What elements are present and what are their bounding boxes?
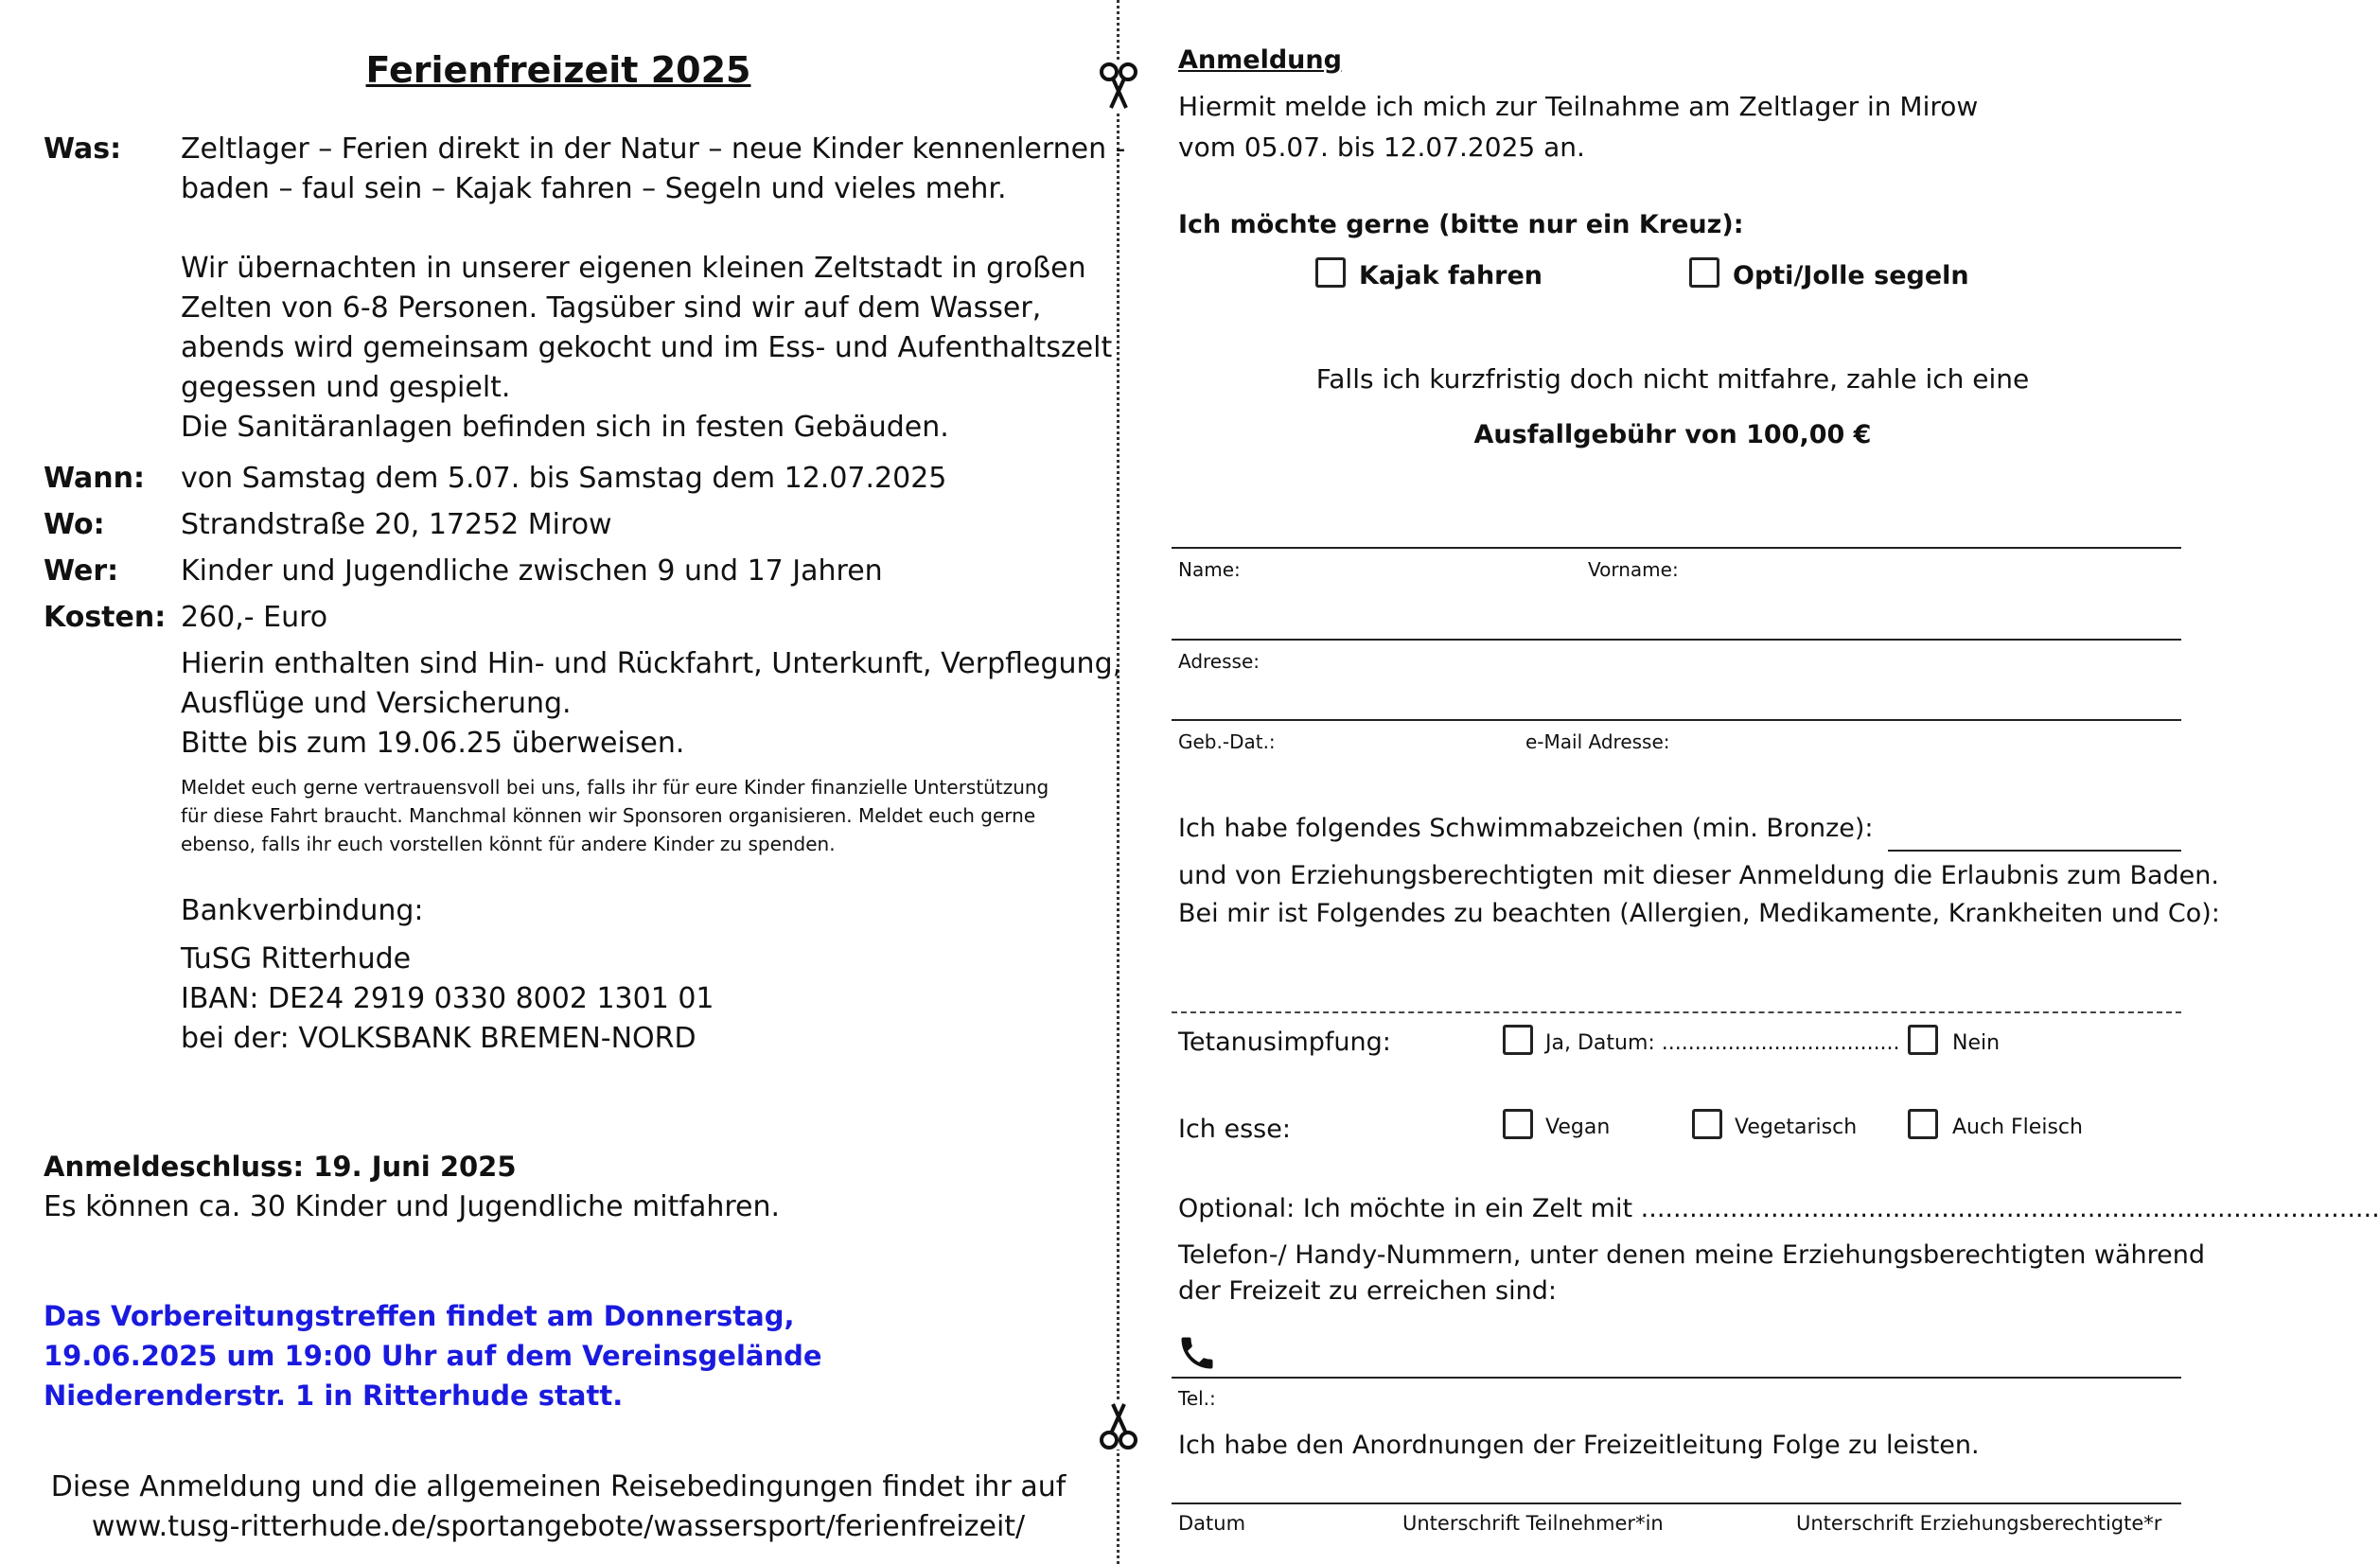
meat-checkbox[interactable]	[1908, 1109, 1938, 1139]
opti-checkbox[interactable]	[1689, 257, 1719, 288]
wer-text: Kinder und Jugendliche zwischen 9 und 17 Jahren	[181, 554, 883, 588]
phone-field[interactable]	[1230, 1325, 2177, 1372]
kajak-label: Kajak fahren	[1359, 261, 1543, 290]
bank-name-line: bei der: VOLKSBANK BREMEN-NORD	[181, 1022, 696, 1055]
form-line	[1172, 547, 2181, 549]
support-note: für diese Fahrt braucht. Manchmal können wir Sponsoren organisieren. Meldet euch gerne	[181, 804, 1036, 827]
meeting-info: Das Vorbereitungstreffen findet am Donnerstag,	[44, 1300, 795, 1332]
name-label: Name:	[1178, 558, 1241, 581]
was-text: baden – faul sein – Kajak fahren – Segeln und vieles mehr.	[181, 172, 1007, 205]
tel-label: Tel.:	[1178, 1387, 1216, 1410]
scissors-icon	[1098, 1400, 1139, 1450]
notes-field[interactable]	[1178, 939, 2181, 1005]
vegetarian-label: Vegetarisch	[1735, 1116, 1858, 1139]
signature-field[interactable]	[1173, 1462, 2181, 1500]
meeting-info: Niederenderstr. 1 in Ritterhude statt.	[44, 1379, 624, 1412]
signature-line	[1172, 1502, 2181, 1504]
gebdat-field[interactable]	[1282, 729, 1509, 785]
signature-datum-label: Datum	[1178, 1512, 1246, 1535]
wann-label: Wann:	[44, 462, 145, 495]
description-text: abends wird gemeinsam gekocht und im Ess- und Aufenthaltszelt	[181, 331, 1113, 364]
capacity: Es können ca. 30 Kinder und Jugendliche mitfahren.	[44, 1190, 781, 1223]
fee-amount: Ausfallgebühr von 100,00 €	[1473, 420, 1872, 449]
wer-label: Wer:	[44, 554, 119, 588]
adresse-label: Adresse:	[1178, 650, 1260, 673]
tetanus-label: Tetanusimpfung:	[1178, 1028, 1391, 1057]
kosten-detail: Hierin enthalten sind Hin- und Rückfahrt, Unterkunft, Verpflegung,	[181, 647, 1122, 680]
vorname-label: Vorname:	[1588, 558, 1679, 581]
email-label: e-Mail Adresse:	[1525, 730, 1670, 753]
vegan-checkbox[interactable]	[1503, 1109, 1533, 1139]
phone-text: Telefon-/ Handy-Nummern, unter denen meine Erziehungsberechtigten während	[1178, 1240, 2205, 1270]
bank-heading: Bankverbindung:	[181, 894, 424, 927]
description-text: Zelten von 6-8 Personen. Tagsüber sind wir auf dem Wasser,	[181, 291, 1042, 325]
wo-label: Wo:	[44, 508, 105, 541]
intro-text: vom 05.07. bis 12.07.2025 an.	[1178, 132, 1585, 163]
dashed-divider	[1172, 1011, 2181, 1013]
bank-name: TuSG Ritterhude	[181, 942, 412, 975]
gebdat-label: Geb.-Dat.:	[1178, 730, 1276, 753]
intro-text: Hiermit melde ich mich zur Teilnahme am Zeltlager in Mirow	[1178, 91, 1979, 122]
support-note: ebenso, falls ihr euch vorstellen könnt für andere Kinder zu spenden.	[181, 833, 836, 855]
footer-text: Diese Anmeldung und die allgemeinen Reisebedingungen findet ihr auf	[50, 1470, 1067, 1503]
signature-guardian-label: Unterschrift Erziehungsberechtigte*r	[1796, 1512, 2162, 1535]
description-text: gegessen und gespielt.	[181, 371, 511, 404]
phone-text: der Freizeit zu erreichen sind:	[1178, 1276, 1557, 1306]
adresse-field[interactable]	[1273, 648, 2177, 714]
description-text: Wir übernachten in unserer eigenen kleinen Zeltstadt in großen	[181, 252, 1086, 285]
bank-iban: IBAN: DE24 2919 0330 8002 1301 01	[181, 982, 714, 1015]
name-field[interactable]	[1249, 556, 1571, 632]
meeting-info: 19.06.2025 um 19:00 Uhr auf dem Vereinsgelände	[44, 1340, 822, 1372]
swim-text: Ich habe folgendes Schwimmabzeichen (min. Bronze):	[1178, 814, 1874, 843]
wann-text: von Samstag dem 5.07. bis Samstag dem 12.07.2025	[181, 462, 947, 495]
form-heading: Anmeldung	[1178, 45, 1342, 75]
deadline: Anmeldeschluss: 19. Juni 2025	[44, 1151, 517, 1183]
kajak-checkbox[interactable]	[1315, 257, 1346, 288]
tetanus-yes-checkbox[interactable]	[1503, 1025, 1533, 1055]
cut-line	[1117, 0, 1119, 1564]
phone-icon	[1176, 1332, 1218, 1374]
email-field[interactable]	[1684, 729, 2177, 785]
was-text: Zeltlager – Ferien direkt in der Natur – neue Kinder kennenlernen -	[181, 132, 1126, 166]
form-line	[1172, 719, 2181, 721]
form-line	[1172, 639, 2181, 641]
vegan-label: Vegan	[1545, 1116, 1611, 1139]
swim-badge-field[interactable]	[1888, 850, 2181, 852]
tetanus-no-label: Nein	[1952, 1031, 2001, 1055]
vorname-field[interactable]	[1694, 556, 2177, 632]
vegetarian-checkbox[interactable]	[1692, 1109, 1722, 1139]
kosten-label: Kosten:	[44, 601, 167, 634]
food-label: Ich esse:	[1178, 1115, 1291, 1144]
tetanus-no-checkbox[interactable]	[1908, 1025, 1938, 1055]
meat-label: Auch Fleisch	[1952, 1116, 2083, 1139]
tent-text: Optional: Ich möchte in ein Zelt mit ...........................................................................................	[1178, 1194, 2380, 1223]
description-text: Die Sanitäranlagen befinden sich in festen Gebäuden.	[181, 411, 949, 444]
was-label: Was:	[44, 132, 122, 166]
fee-text: Falls ich kurzfristig doch nicht mitfahre, zahle ich eine	[1315, 363, 2030, 395]
kosten-detail: Ausflüge und Versicherung.	[181, 687, 572, 720]
opti-label: Opti/Jolle segeln	[1733, 261, 1969, 290]
support-note: Meldet euch gerne vertrauensvoll bei uns, falls ihr für eure Kinder finanzielle Unterstützung	[181, 776, 1049, 799]
wo-text: Strandstraße 20, 17252 Mirow	[181, 508, 612, 541]
rules-text: Ich habe den Anordnungen der Freizeitleitung Folge zu leisten.	[1178, 1431, 1980, 1460]
notes-label: Bei mir ist Folgendes zu beachten (Allergien, Medikamente, Krankheiten und Co):	[1178, 899, 2220, 928]
website-link[interactable]: www.tusg-ritterhude.de/sportangebote/wassersport/ferienfreizeit/	[91, 1510, 1026, 1543]
form-line	[1172, 1377, 2181, 1379]
page-title: Ferienfreizeit 2025	[365, 49, 751, 91]
kosten-detail: Bitte bis zum 19.06.25 überweisen.	[181, 727, 685, 760]
kosten-text: 260,- Euro	[181, 601, 328, 634]
tetanus-yes-label: Ja, Datum: ....................................	[1545, 1031, 1900, 1055]
choice-label: Ich möchte gerne (bitte nur ein Kreuz):	[1178, 210, 1744, 239]
signature-participant-label: Unterschrift Teilnehmer*in	[1402, 1512, 1664, 1535]
swim-text: und von Erziehungsberechtigten mit dieser Anmeldung die Erlaubnis zum Baden.	[1178, 861, 2219, 890]
